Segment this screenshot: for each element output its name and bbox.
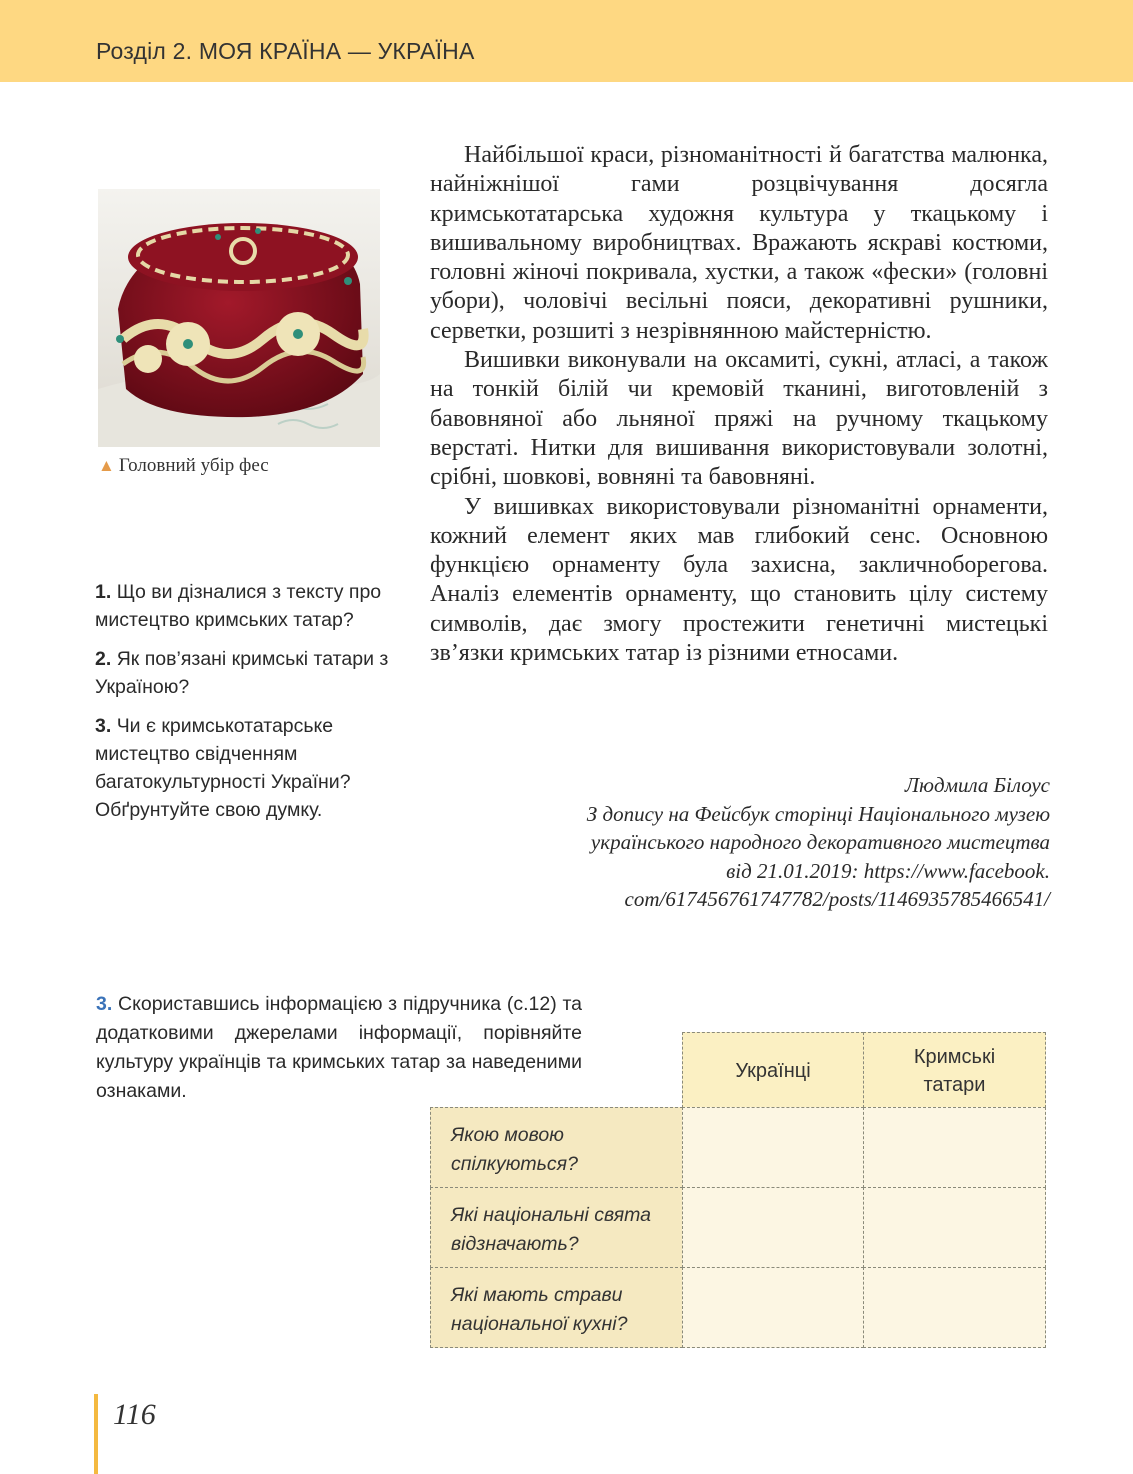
- paragraph: Вишивки виконували на оксамиті, сукні, атласі, а також на тонкій білій чи кремовій тканині, виготовленій з бавовняної або льняної пряжі на ручному ткацькому верстаті. Нитки для вишивання використовували золотні, срібні, шовкові, вовняні та бавовняні.: [430, 347, 1048, 491]
- column-header-crimean-tatars: [863, 1032, 1046, 1108]
- question-number: 3.: [95, 715, 112, 737]
- caption-text: Головний убір фес: [118, 455, 269, 476]
- question-number: 2.: [95, 648, 112, 670]
- question-text: Що ви дізналися з тексту про мистецтво кримських татар?: [95, 581, 382, 631]
- answer-cell[interactable]: [863, 1107, 1046, 1188]
- question-2: [95, 645, 395, 701]
- column-header-label: Українці: [735, 1060, 811, 1082]
- row-header-label: Якою мовою спілкуються?: [451, 1124, 578, 1175]
- triangle-marker-icon: ▲: [98, 456, 115, 475]
- page-number-bar: [94, 1394, 98, 1474]
- source-citation: [430, 771, 1050, 914]
- row-header-holidays: [430, 1187, 683, 1268]
- question-text: Як пов’язані кримські татари з Україною?: [95, 648, 389, 698]
- task-number: 3.: [96, 993, 113, 1015]
- source-link: com/617456761747782/posts/1146935785466541/: [624, 887, 1050, 912]
- fez-photo: [98, 189, 380, 447]
- row-header-label: Які національні свята відзначають?: [451, 1204, 652, 1255]
- review-questions: [95, 578, 395, 835]
- answer-cell[interactable]: [682, 1187, 864, 1268]
- row-header-label: Які мають страви національної кухні?: [451, 1284, 628, 1335]
- page-number: 116: [113, 1398, 156, 1431]
- question-1: [95, 578, 395, 634]
- row-header-cuisine: [430, 1267, 683, 1348]
- answer-cell[interactable]: [863, 1187, 1046, 1268]
- fez-illustration: [98, 189, 380, 447]
- main-article-text: [430, 141, 1048, 668]
- question-text: Чи є кримськотатарське мистецтво свідченням багатокультурності України? Обґрунтуйте свою думку.: [95, 715, 351, 821]
- source-line: З допису на Фейсбук сторінці Національного музею: [586, 801, 1050, 826]
- column-header-label: Кримські татари: [913, 1046, 996, 1096]
- question-number: 1.: [95, 581, 112, 603]
- source-author: Людмила Білоус: [904, 773, 1050, 797]
- source-line: від 21.01.2019: https://www.facebook.: [726, 858, 1050, 883]
- task-text: Скориставшись інформацією з підручника (с.12) та додатковими джерелами інформації, порівняйте культуру українців та кримських татар за наведеними ознаками.: [96, 993, 582, 1102]
- question-3: [95, 712, 395, 824]
- figure-caption: [98, 455, 269, 477]
- paragraph: У вишивках використовували різноманітні орнаменти, кожний елемент яких мав глибокий сенс. Основною функцією орнаменту була захисна, закличноборегова. Аналіз елементів орнаменту, що становить цілу систему символів, дає змогу простежити генетичні мистецькі зв’язки кримських татар із різними етносами.: [430, 493, 1048, 667]
- source-line: українського народного декоративного мистецтва: [590, 830, 1050, 855]
- answer-cell[interactable]: [863, 1267, 1046, 1348]
- section-title: Розділ 2. МОЯ КРАЇНА — УКРАЇНА: [96, 38, 475, 64]
- answer-cell[interactable]: [682, 1107, 864, 1188]
- task-3: [96, 990, 582, 1106]
- answer-cell[interactable]: [682, 1267, 864, 1348]
- column-header-ukrainians: [682, 1032, 864, 1108]
- paragraph: Найбільшої краси, різноманітності й багатства малюнка, найніжнішої гами розцвічування досягла кримськотатарська художня культура у ткацькому і вишивальному виробництвах. Вражають яскраві костюми, головні жіночі покривала, хустки, а також «фески» (головні убори), чоловічі весільні пояси, декоративні рушники, серветки, розшиті з незрівнянною майстерністю.: [430, 142, 1048, 344]
- row-header-language: [430, 1107, 683, 1188]
